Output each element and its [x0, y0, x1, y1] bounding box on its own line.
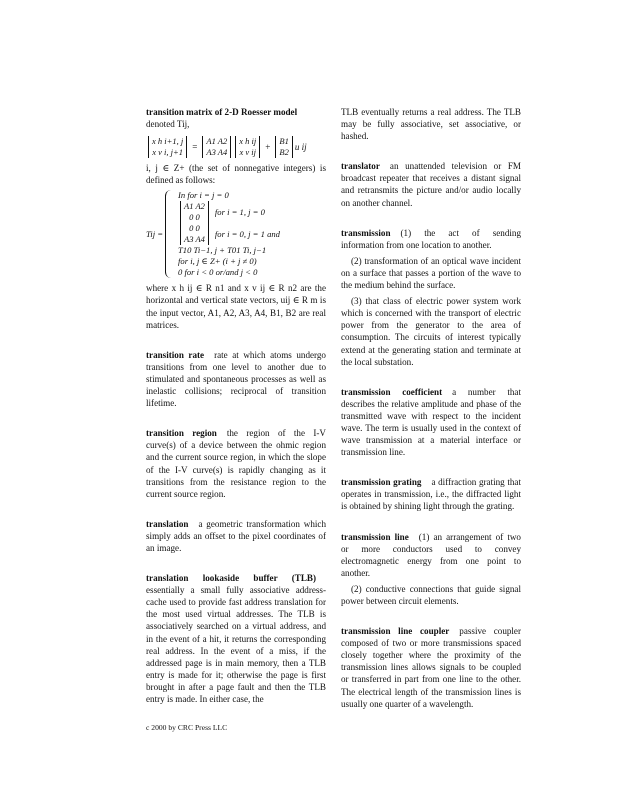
a-matrix: A1 A2 A3 A4: [202, 136, 231, 158]
state-equation: x h i+1, j x v i, j+1 = A1 A2 A3 A4 x h ij x v ij + B1 B2 u ij: [146, 136, 326, 158]
term-transmission-grating: transmission grating: [341, 477, 422, 488]
entry-transmission-coefficient: [341, 386, 521, 459]
right-column: [341, 106, 521, 728]
translator-definition: an unattended television or FM broadcast repeater that receives a distant signal and retransmits the picture and/or audio locally on another channel.: [341, 161, 521, 208]
transmission-grating-definition: a diffraction grating that operates in transmission, i.e., the diffracted light is obtained by shining light through the grating.: [341, 477, 521, 512]
entry-transition-matrix: [146, 106, 326, 331]
term-transmission-line-coupler: transmission line coupler: [341, 626, 450, 637]
transition-matrix-intro: denoted Tij,: [146, 119, 190, 130]
entry-translation: [146, 518, 326, 554]
transmission-sense-2: (2) transformation of an optical wave incident on a surface that passes a portion of the wave to the medium behind the surface.: [341, 255, 521, 291]
entry-tlb: [146, 572, 326, 705]
term-translator: translator: [341, 161, 380, 172]
entry-transmission-line: [341, 531, 521, 608]
term-translation: translation: [146, 518, 189, 529]
case2-matrix: A1 A2 0 0: [180, 201, 209, 223]
term-tlb: translation lookaside buffer (TLB): [146, 573, 316, 584]
left-brace: [165, 190, 174, 278]
input-term: u ij: [294, 142, 307, 153]
transition-matrix-closing: where x h ij ∈ R n1 and x v ij ∈ R n2 are the horizontal and vertical state vectors, uij ∈ R m is the input vector, A1, A2, A3, A4, B1, B2 are real matrices.: [146, 283, 326, 330]
case3-matrix: 0 0 A3 A4: [180, 223, 209, 245]
transmission-sense-3: (3) that class of electric power system work which is concerned with the transport of electric power from the generator to the area of consumption. The circuits of interest typically extend at the generating station and terminate at the local substation.: [341, 296, 521, 367]
copyright-footer: c 2000 by CRC Press LLC: [146, 723, 228, 732]
transition-rate-definition: rate at which atoms undergo transitions from one level to another due to stimulated and spontaneous processes as well as inelastic collisions; reciprocal of transition lifetime.: [146, 349, 326, 409]
term-transmission-coefficient: transmission coefficient: [341, 386, 443, 397]
piecewise-cases: In for i = j = 0 A1 A2 0 0 for i = 1, j = 0 0 0 A3 A4 for i = 0, j = 1 and T10 Ti−1, j + T01 Ti, j−1 for i, j ∈ Z+ (i + j ≠ 0) 0 for i < 0 or/and j < 0: [178, 190, 280, 278]
piecewise-lhs: Tij =: [146, 228, 164, 239]
entry-translator: [341, 160, 521, 208]
transition-matrix-after-eq: i, j ∈ Z+ (the set of nonnegative integers) is defined as follows:: [146, 163, 326, 186]
b-matrix: B1 B2: [275, 136, 292, 158]
entry-transmission: [341, 227, 521, 368]
transmission-sense-1: (1) the act of sending information from one location to another.: [341, 227, 521, 250]
transition-region-definition: the region of the I-V curve(s) of a device between the ohmic region and the current source region, in which the slope of the I-V curve(s) is rapidly changing as it transitions from the resistance region to the current source region.: [146, 428, 326, 499]
term-transition-rate: transition rate: [146, 349, 205, 360]
entry-transition-rate: [146, 349, 326, 409]
translation-definition: a geometric transformation which simply adds an offset to the pixel coordinates of an image.: [146, 518, 326, 553]
transmission-line-sense-1: (1) an arrangement of two or more conductors used to convey electromagnetic energy from one point to another.: [341, 531, 521, 578]
state-next-vector: x h i+1, j x v i, j+1: [148, 136, 187, 158]
left-column: [146, 106, 326, 723]
term-transition-region: transition region: [146, 428, 217, 439]
term-transmission: transmission: [341, 227, 391, 238]
term-transition-matrix: transition matrix of 2-D Roesser model: [146, 107, 298, 117]
tlb-continued-text: TLB eventually returns a real address. The TLB may be fully associative, set associative, or hashed.: [341, 107, 521, 142]
entry-transmission-line-coupler: [341, 625, 521, 710]
piecewise-definition: [146, 190, 326, 278]
transmission-coefficient-definition: a number that describes the relative amplitude and phase of the transmitted wave with respect to the incident wave. The term is usually used in the context of wave transmission at a material interface or transmission line.: [341, 386, 521, 458]
transmission-line-coupler-definition: passive coupler composed of two or more transmissions spaced closely together where the proximity of the transmission lines allows signals to be coupled or transferred in part from one line to the other. The electrical length of the transmission lines is usually one quarter of a wavelength.: [341, 626, 521, 709]
entry-transition-region: [146, 427, 326, 500]
state-vector: x h ij x v ij: [235, 136, 260, 158]
term-transmission-line: transmission line: [341, 531, 409, 542]
entry-tlb-continued: [341, 106, 521, 142]
entry-transmission-grating: [341, 476, 521, 512]
transmission-line-sense-2: (2) conductive connections that guide signal power between circuit elements.: [341, 583, 521, 606]
tlb-definition: essentially a small fully associative address-cache used to provide fast address translation for the most used virtual addresses. The TLB is associatively searched on a virtual address, and in the event of a hit, it returns the corresponding real address. In the event of a miss, if the addressed page is in main memory, then a TLB entry is made for it; otherwise the page is first brought in after a page fault and then the TLB entry is made. In either case, the: [146, 585, 326, 704]
